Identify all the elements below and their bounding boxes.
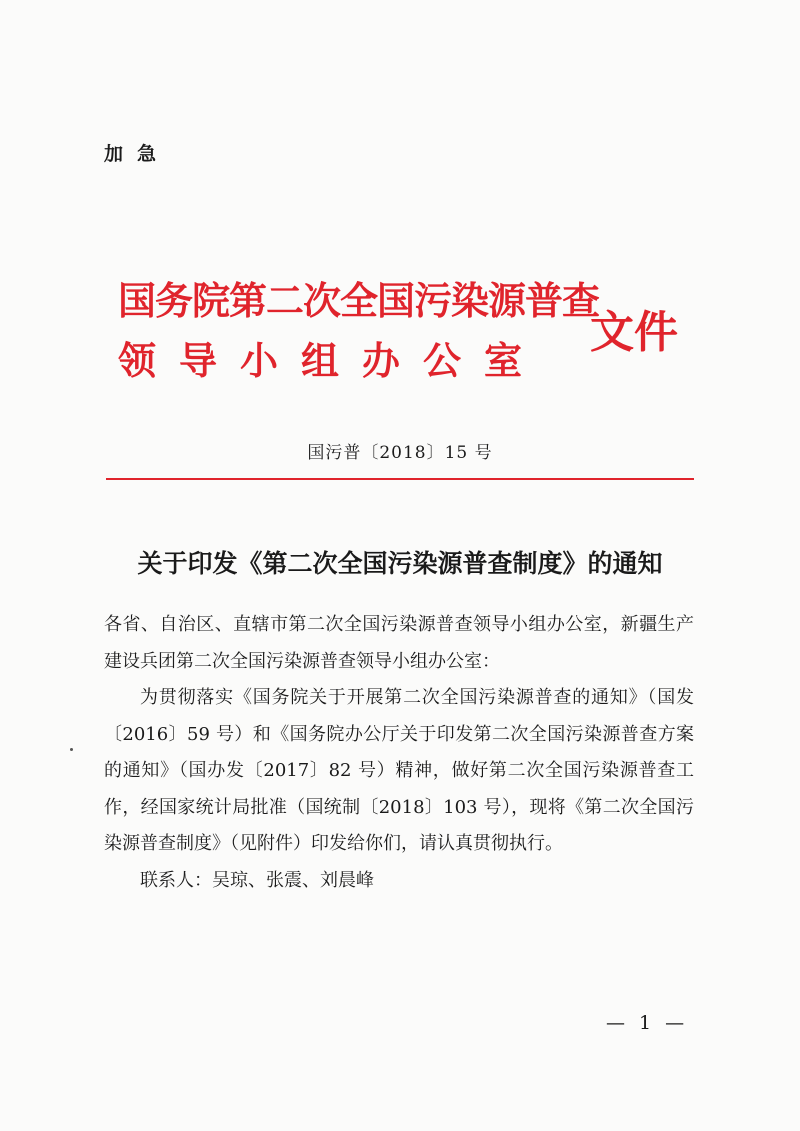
document-title: 关于印发《第二次全国污染源普查制度》的通知 [137,549,663,578]
document-type-label: 文件 [590,307,678,358]
document-number: 国污普〔2018〕15 号 [307,443,493,463]
issuer-name-line1: 国务院第二次全国污染源普查 [118,278,600,323]
contacts-line: 联系人：吴琼、张震、刘晨峰 [140,869,374,891]
issuer-name-line2: 领导小组办公室 [118,338,546,383]
scan-artifact [70,748,73,751]
red-divider-line [106,478,694,480]
main-paragraph: 为贯彻落实《国务院关于开展第二次全国污染源普查的通知》（国发〔2016〕59 号）和《国务院办公厅关于印发第二次全国污染源普查方案的通知》（国办发〔2017〕82 号）精神，做好第二次全国污染源普查工作，经国家统计局批准（国统制〔2018〕103 号），现将《第二次全国污染源普查制度》（见附件）印发给你们，请认真贯彻执行。 [104,687,694,854]
document-body [104,607,694,899]
addressees-paragraph: 各省、自治区、直辖市第二次全国污染源普查领导小组办公室，新疆生产建设兵团第二次全国污染源普查领导小组办公室： [104,614,694,672]
page-number: — 1 — [606,1012,689,1034]
urgency-label: 加急 [104,143,171,165]
